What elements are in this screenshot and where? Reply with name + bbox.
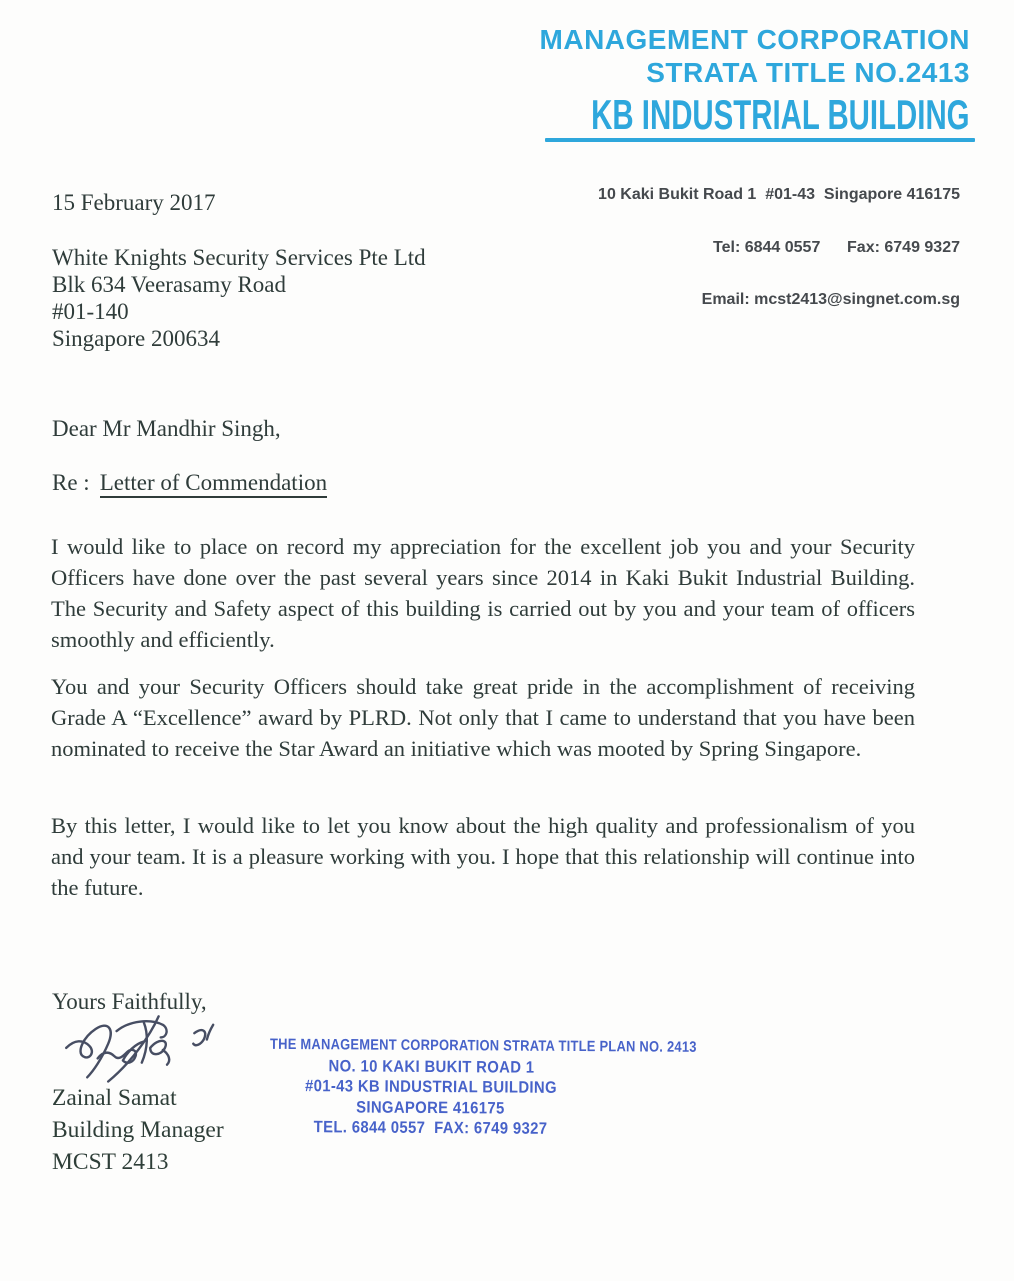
subject-text: Letter of Commendation xyxy=(100,470,327,498)
recipient-line: White Knights Security Services Pte Ltd xyxy=(52,245,426,270)
letterhead-org-line-3: KB INDUSTRIAL BUILDING xyxy=(591,91,970,138)
letterhead-org-line-1: MANAGEMENT CORPORATION xyxy=(539,24,970,55)
stamp-line: SINGAPORE 416175 xyxy=(356,1097,506,1118)
recipient-address xyxy=(52,244,426,352)
stamp-line: TEL. 6844 0557 FAX: 6749 9327 xyxy=(313,1118,548,1138)
salutation: Dear Mr Mandhir Singh, xyxy=(52,416,281,441)
letter-paragraph-2: You and your Security Officers should take great pride in the accomplishment of receiving Grade A “Excellence” award by PLRD. Not only that I came to understand that you have been nominated to receive the Star Award an initiative which was mooted by Spring Singapore. xyxy=(51,674,915,761)
stamp-line: #01-43 KB INDUSTRIAL BUILDING xyxy=(304,1077,558,1097)
subject-prefix: Re : xyxy=(52,470,90,495)
letterhead-email: Email: mcst2413@singnet.com.sg xyxy=(701,291,960,308)
handwritten-signature-scribble xyxy=(62,1012,230,1088)
signer-org: MCST 2413 xyxy=(52,1149,169,1175)
letterhead-org-line-2: STRATA TITLE NO.2413 xyxy=(646,57,970,88)
signature-block xyxy=(52,1082,224,1178)
date-line: 15 February 2017 xyxy=(52,190,216,215)
recipient-line: #01-140 xyxy=(52,299,129,324)
letterhead-address: 10 Kaki Bukit Road 1 #01-43 Singapore 416175 xyxy=(598,186,960,203)
signer-name: Zainal Samat xyxy=(52,1085,177,1111)
letterhead-org-name xyxy=(429,26,970,136)
stamp-line: NO. 10 KAKI BUKIT ROAD 1 xyxy=(328,1056,535,1077)
letter-paragraph-1: I would like to place on record my appreciation for the excellent job you and your Security Officers have done over the past several years since 2014 in Kaki Bukit Industrial Building. The Security and Safety aspect of this building is carried out by you and your team of officers smoothly and efficiently. xyxy=(51,534,915,652)
recipient-line: Singapore 200634 xyxy=(52,326,221,351)
recipient-line: Blk 634 Veerasamy Road xyxy=(52,272,287,297)
office-stamp xyxy=(235,1035,697,1140)
letterhead-divider-rule xyxy=(545,138,975,142)
subject-line xyxy=(52,470,327,496)
stamp-line: THE MANAGEMENT CORPORATION STRATA TITLE PLAN NO. 2413 xyxy=(269,1035,697,1056)
signer-title: Building Manager xyxy=(52,1117,224,1143)
letterhead-contact-block xyxy=(598,151,960,344)
letter-paragraph-3: By this letter, I would like to let you know about the high quality and professionalism of you and your team. It is a pleasure working with you. I hope that this relationship will continue into the future. xyxy=(51,813,915,900)
letterhead-tel-fax: Tel: 6844 0557 Fax: 6749 9327 xyxy=(713,238,960,256)
complimentary-close: Yours Faithfully, xyxy=(52,989,207,1014)
